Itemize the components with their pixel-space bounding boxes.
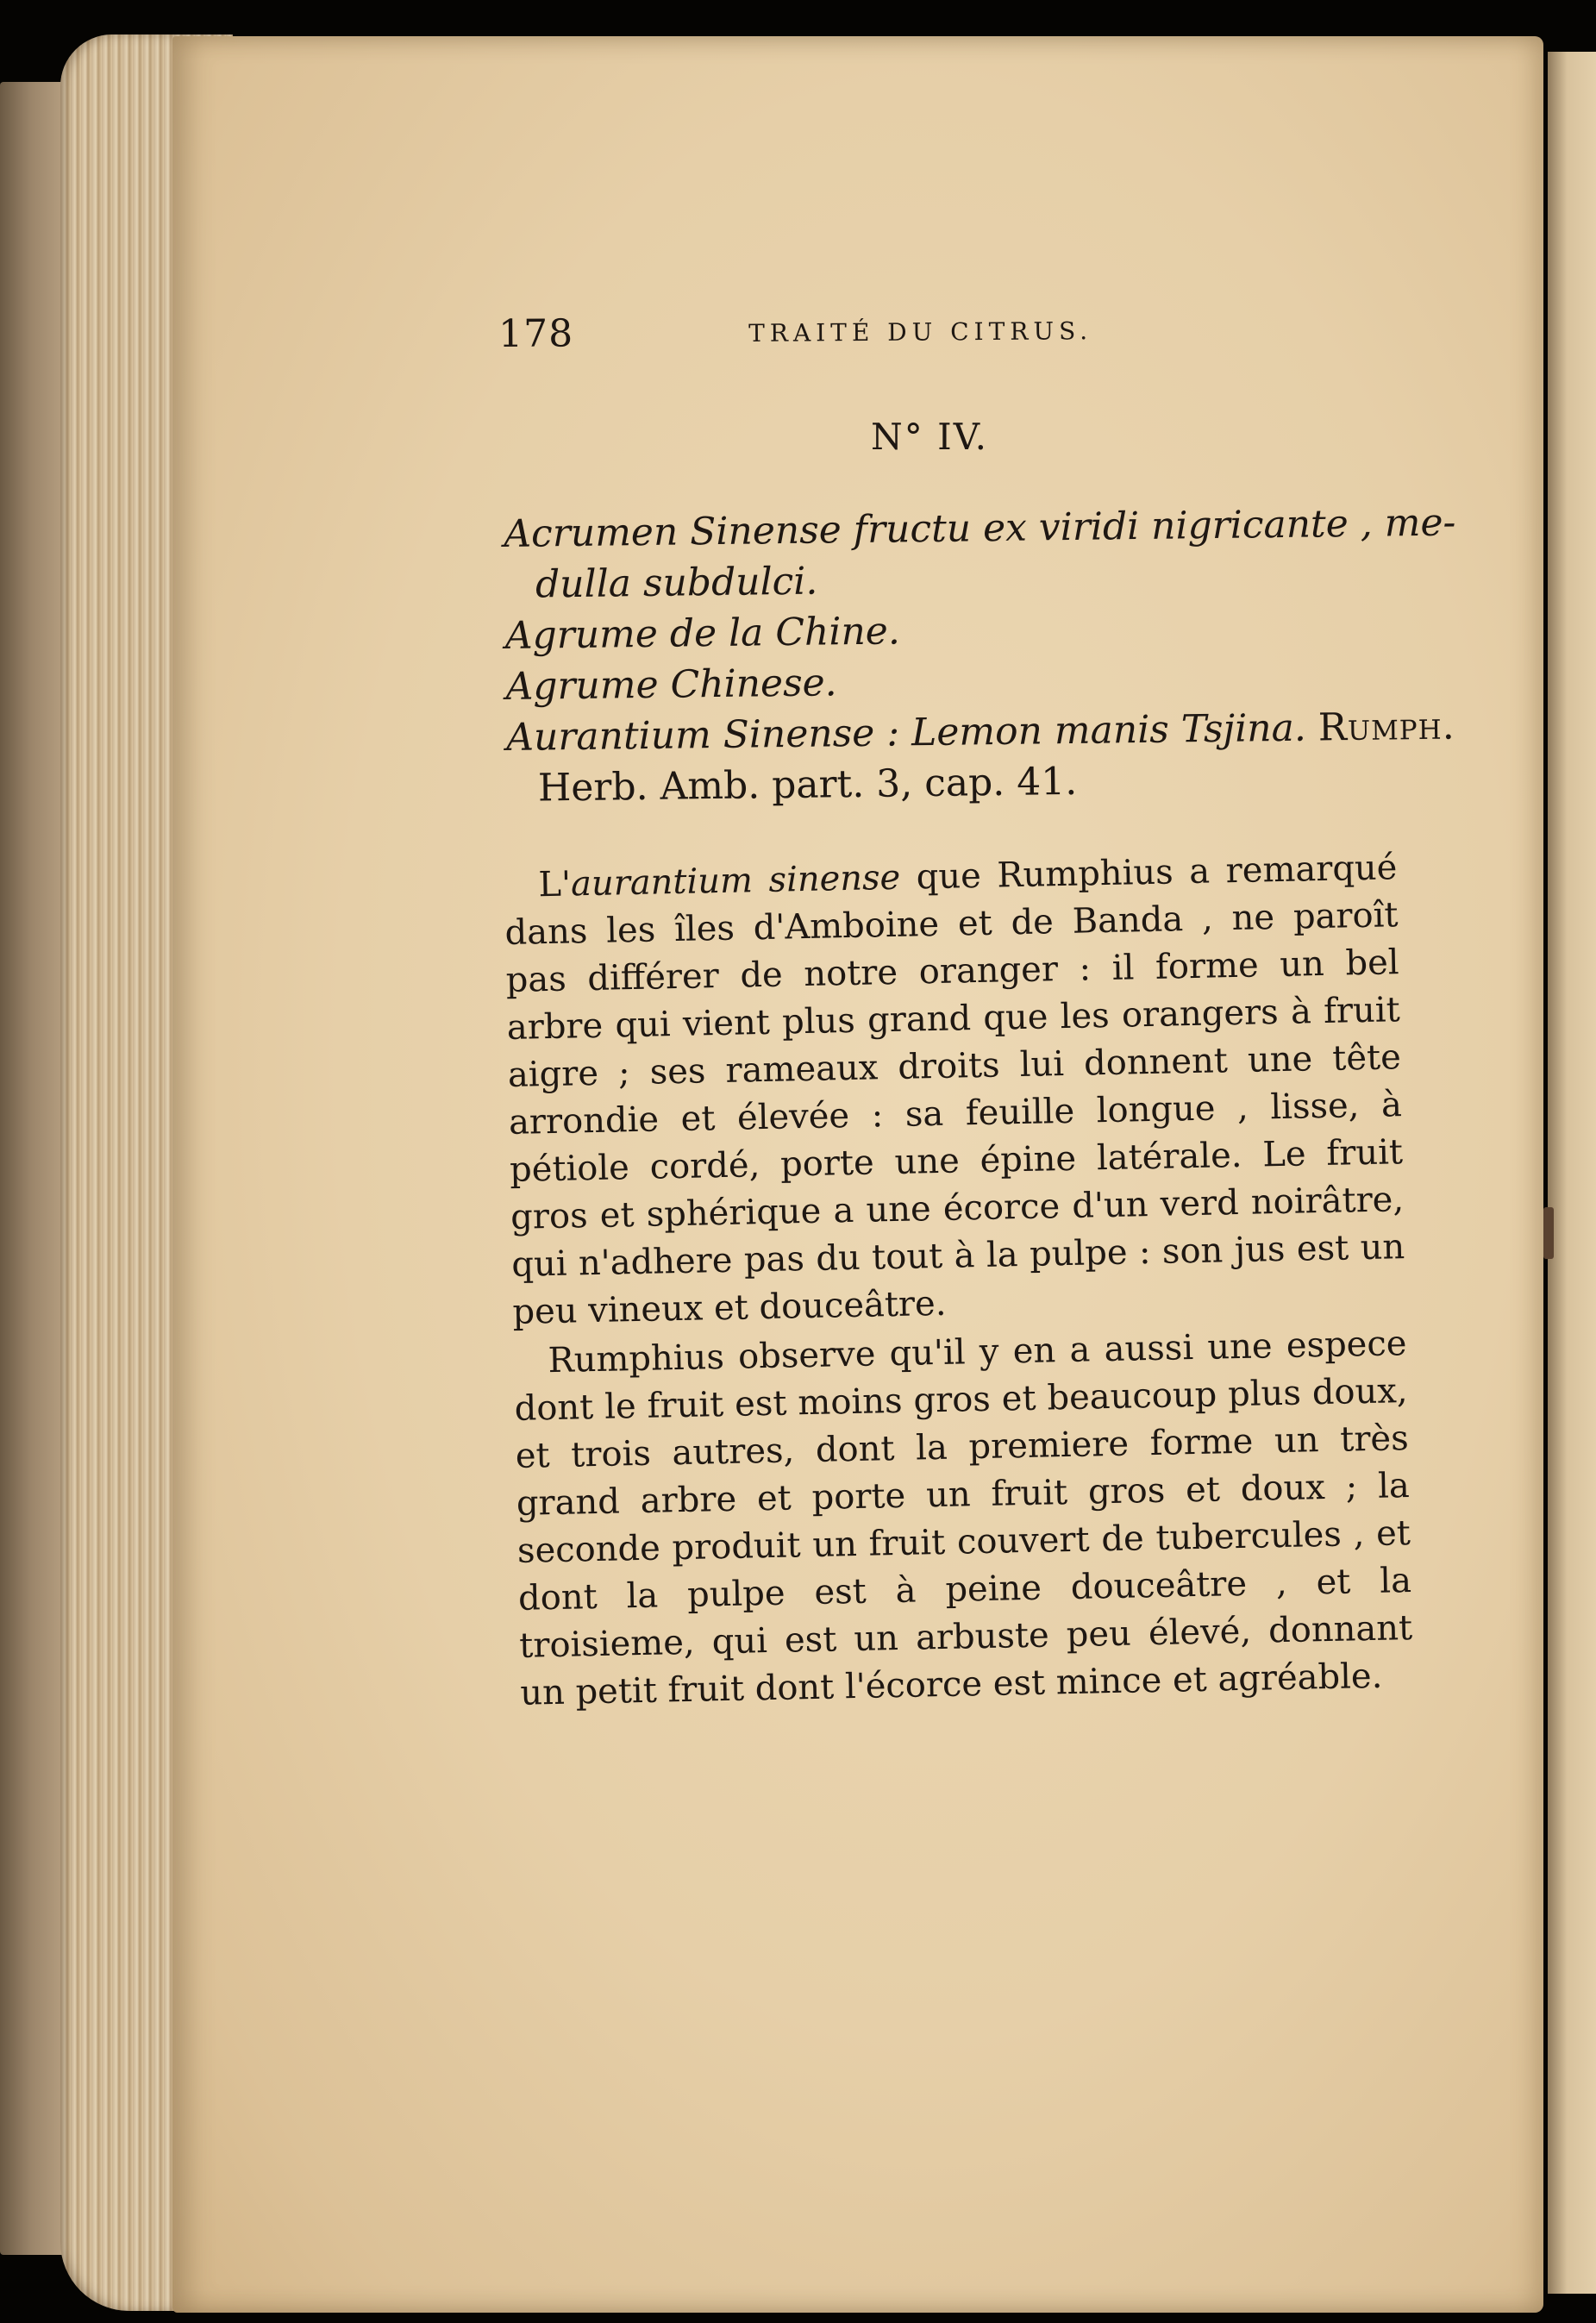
body-text <box>504 844 1414 1718</box>
synonym-line: Agrume de la Chine. <box>504 609 901 658</box>
page-header <box>498 308 1136 364</box>
book-cover-edge <box>0 82 69 2255</box>
synonym-line: Acrumen Sinense fructu ex viridi nigricante , me- <box>504 500 1456 556</box>
synonym-line: dulla subdulci. <box>535 559 818 607</box>
section-heading: N° IV. <box>871 416 989 458</box>
paragraph-1-italic: aurantium sinense <box>570 857 901 905</box>
synonym-line: Agrume Chinese. <box>505 661 837 709</box>
running-title: TRAITÉ DU CITRUS. <box>748 316 1093 348</box>
paragraph-1 <box>504 844 1406 1337</box>
paragraph-1-text: que Rumphius a remarqué dans les îles d'Amboine et de Banda , ne paroît pas différer de notre oranger : il forme un bel arbre qui vient plus grand que les orangers à fruit aigre ; ses rameaux droits lui donnent une tête arrondie et élevée : sa feuille longue , lisse, à pétiole cordé, porte une épine latérale. Le fruit gros et sphérique a une écorce d'un verd noirâtre, qui n'adhere pas du tout à la pulpe : son jus est un peu vineux et douceâtre. <box>504 848 1405 1332</box>
synonym-list <box>504 498 1459 814</box>
facing-page <box>1548 52 1596 2294</box>
author-abbrev: Rumph. <box>1317 704 1455 750</box>
facing-page-mark <box>1543 1207 1554 1259</box>
paragraph-1-lead: L' <box>538 864 572 905</box>
paragraph-2: Rumphius observe qu'il y en a aussi une espece dont le fruit est moins gros et beaucoup plus doux, et trois autres, dont la premiere forme un très grand arbre et porte un fruit gros et doux ; la seconde produit un fruit couvert de tubercules , et dont la pulpe est à peine douceâtre , et la troisieme, qui est un arbuste peu élevé, donnant un petit fruit dont l'écorce est mince et agréable. <box>514 1324 1413 1713</box>
synonym-italic: Aurantium Sinense : Lemon manis Tsjina. <box>505 705 1307 760</box>
page-number: 178 <box>498 311 574 356</box>
synonym-reference: Herb. Amb. part. 3, cap. 41. <box>537 759 1078 811</box>
